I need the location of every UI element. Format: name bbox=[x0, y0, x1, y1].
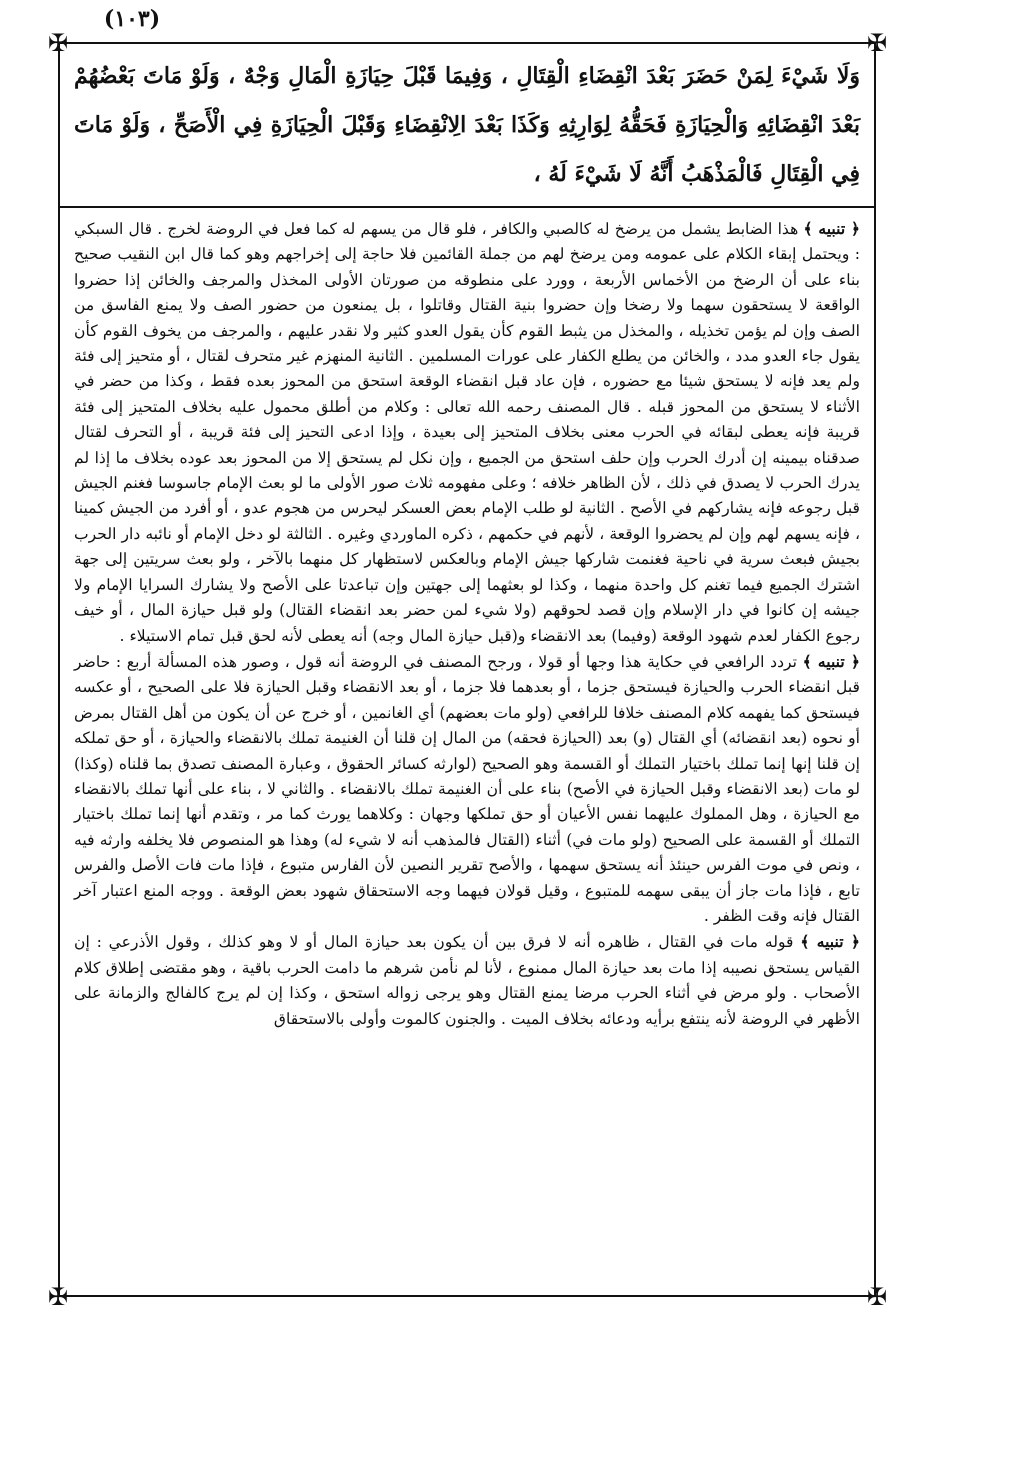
page-number: (١٠٣) bbox=[103, 6, 161, 32]
corner-ornament-icon: ✠ bbox=[47, 1283, 69, 1311]
commentary-paragraph bbox=[74, 216, 860, 649]
commentary-body: تردد الرافعي في حكاية هذا وجها أو قولا ، ورجح المصنف في الروضة أنه قول ، وصور هذه المسألة أربع : حاضر قبل انقضاء الحرب والحيازة فيستحق جزما ، أو بعدهما فلا جزما ، أو بعد الانقضاء وقبل الحيازة فلا على الصحيح ، أو عكسه فيستحق كما يفهمه كلام المصنف خلافا للرافعي (ولو مات بعضهم) أي الغانمين ، أو خرج عن أن يكون من أهل القتال بمرض أو نحوه (بعد انقضائه) أي القتال (و) بعد (الحيازة فحقه) من المال إن قلنا أن الغنيمة تملك بالانقضاء والحيازة ، أو حق تملكه إن قلنا إنها إنما تملك باختيار التملك أو القسمة وهو الصحيح (لوارثه كسائر الحقوق ، وعبارة المصنف تصدق بما قلناه (وكذا) لو مات (بعد الانقضاء وقبل الحيازة في الأصح) بناء على أن الغنيمة تملك بالانقضاء . والثاني لا ، بناء على أنها تملك بالانقضاء مع الحيازة ، وهل المملوك عليهما نفس الأعيان أو حق تملكها وجهان : وكلاهما يورث كما مر ، وتقدم أنها إنما تملك باختيار التملك أو القسمة على الصحيح (ولو مات في) أثناء (القتال فالمذهب أنه لا شيء له) وهذا هو المنصوص فلا يخلفه وارثه فيه ، ونص في موت الفرس حينئذ أنه يستحق سهمها ، والأصح تقرير النصين لأن الفارس متبوع ، فإذا مات فات الأصل والفرس تابع ، فإذا مات جاز أن يبقى سهمه للمتبوع ، وقيل قولان فيهما وجه الاستحقاق شهود بعض الوقعة . ووجه المنع اعتبار آخر القتال فإنه وقت الظفر . bbox=[74, 652, 860, 925]
note-marker: ﴿ تنبيه ﴾ bbox=[800, 932, 860, 952]
corner-ornament-icon: ✠ bbox=[47, 29, 69, 57]
note-marker: ﴿ تنبيه ﴾ bbox=[803, 219, 860, 238]
commentary-paragraph bbox=[74, 649, 860, 929]
section-divider bbox=[58, 206, 876, 208]
note-marker: ﴿ تنبيه ﴾ bbox=[802, 651, 860, 671]
main-text bbox=[74, 52, 860, 199]
commentary-text bbox=[74, 216, 860, 1032]
commentary-body: هذا الضابط يشمل من يرضخ له كالصبي والكافر ، فلو قال من يسهم له كما فعل في الروضة لخرج . قال السبكي : ويحتمل إبقاء الكلام على عمومه ومن يرضخ لهم من جملة القائمين فلا حاجة إلى إخراجهم وهو كما قال ابن النقيب صحيح بناء على أن الرضخ من الأخماس الأربعة ، وورد على منطوقه من صورتان الأولى المخذل والمرجف والخائن إذا حضروا الواقعة لا يستحقون سهما ولا رضخا وإن حضروا بنية القتال وقاتلوا ، بل يمنعون من حضور الصف ولا يمنع الفاسق من الصف وإن لم يؤمن تخذيله ، والمخذل من يثبط القوم كأن يقول العدو كثير ولا نقدر عليهم ، والمرجف من يخوف القوم كأن يقول جاء العدو مدد ، والخائن من يطلع الكفار على عورات المسلمين . الثانية المنهزم غير متحرف لقتال ، أو متحيز إلى فئة ولم يعد فإنه لا يستحق شيئا مع حضوره ، فإن عاد قبل انقضاء الوقعة استحق من المحوز بعده فقط ، وكذا من حضر في الأثناء لا يستحق من المحوز قبله . قال المصنف رحمه الله تعالى : وكلام من أطلق محمول عليه بخلاف المتحيز إلى فئة قريبة فإنه يعطى لبقائه في الحرب معنى بخلاف المتحيز إلى بعيدة ، وإذا ادعى التحيز إلى فئة قريبة ، أو التحرف لقتال صدقناه بيمينه إن أدرك الحرب وإن حلف استحق من الجميع ، وإن نكل لم يستحق إلا من المحوز بعد عوده بخلاف ما إذا لم يدرك الحرب لا يصدق في ذلك ، لأن الظاهر خلافه ؛ وعلى مفهومه ثلاث صور الأولى ما لو بعث الإمام جاسوسا فغنم الجيش قبل رجوعه فإنه يشاركهم في الأصح . الثانية لو طلب الإمام بعض العسكر ليحرس من هجوم عدو ، أو أفرد من الجيش كمينا ، فإنه يسهم لهم وإن لم يحضروا الوقعة ، لأنهم في حكمهم ، ذكره الماوردي وغيره . الثالثة لو دخل الإمام أو نائبه دار الحرب بجيش فبعث سرية في ناحية فغنمت شاركها جيش الإمام وبالعكس لاستظهار كل منهما بالآخر ، ولو بعث سريتين إلى جهة اشترك الجميع فيما تغنم كل واحدة منهما ، وكذا لو بعثهما إلى جهتين وإن تباعدتا على الأصح ولا يشارك السرايا الإمام ولا جيشه إن كانوا في دار الإسلام وإن قصد لحوقهم (ولا شيء لمن حضر بعد انقضاء القتال) ولو قبل حيازة المال ، أو خيف رجوع الكفار لعدم شهود الوقعة (وفيما) بعد الانقضاء و(قبل حيازة المال وجه) أنه يعطى لأنه لحق قبل تمام الاستيلاء . bbox=[74, 220, 860, 645]
corner-ornament-icon: ✠ bbox=[866, 1283, 888, 1311]
commentary-paragraph bbox=[74, 929, 860, 1032]
corner-ornament-icon: ✠ bbox=[866, 29, 888, 57]
commentary-body: قوله مات في القتال ، ظاهره أنه لا فرق بين أن يكون بعد حيازة المال أو لا وهو كذلك ، وقول الأذرعي : إن القياس يستحق نصيبه إذا مات بعد حيازة المال ممنوع ، لأنا لم نأمن شرهم ما دامت الحرب باقية ، وهو مقتضى إطلاق كلام الأصحاب . ولو مرض في أثناء الحرب مرضا يمنع القتال وهو يرجى زواله استحق ، وكذا إن لم يرج كالفالج والزمانة على الأظهر في الروضة لأنه ينتفع برأيه ودعائه بخلاف الميت . والجنون كالموت وأولى بالاستحقاق bbox=[74, 933, 861, 1028]
main-text-paragraph: وَلَا شَيْءَ لِمَنْ حَضَرَ بَعْدَ انْقِضَاءِ الْقِتَالِ ، وَفِيمَا قَبْلَ حِيَازَةِ الْمَالِ وَجْهٌ ، وَلَوْ مَاتَ بَعْضُهُمْ بَعْدَ انْقِضَائِهِ وَالْحِيَازَةِ فَحَقُّهُ لِوَارِثِهِ وَكَذَا بَعْدَ الِانْقِضَاءِ وَقَبْلَ الْحِيَازَةِ فِي الْأَصَحِّ ، وَلَوْ مَاتَ فِي الْقِتَالِ فَالْمَذْهَبُ أَنَّهُ لَا شَيْءَ لَهُ ، bbox=[74, 63, 860, 187]
